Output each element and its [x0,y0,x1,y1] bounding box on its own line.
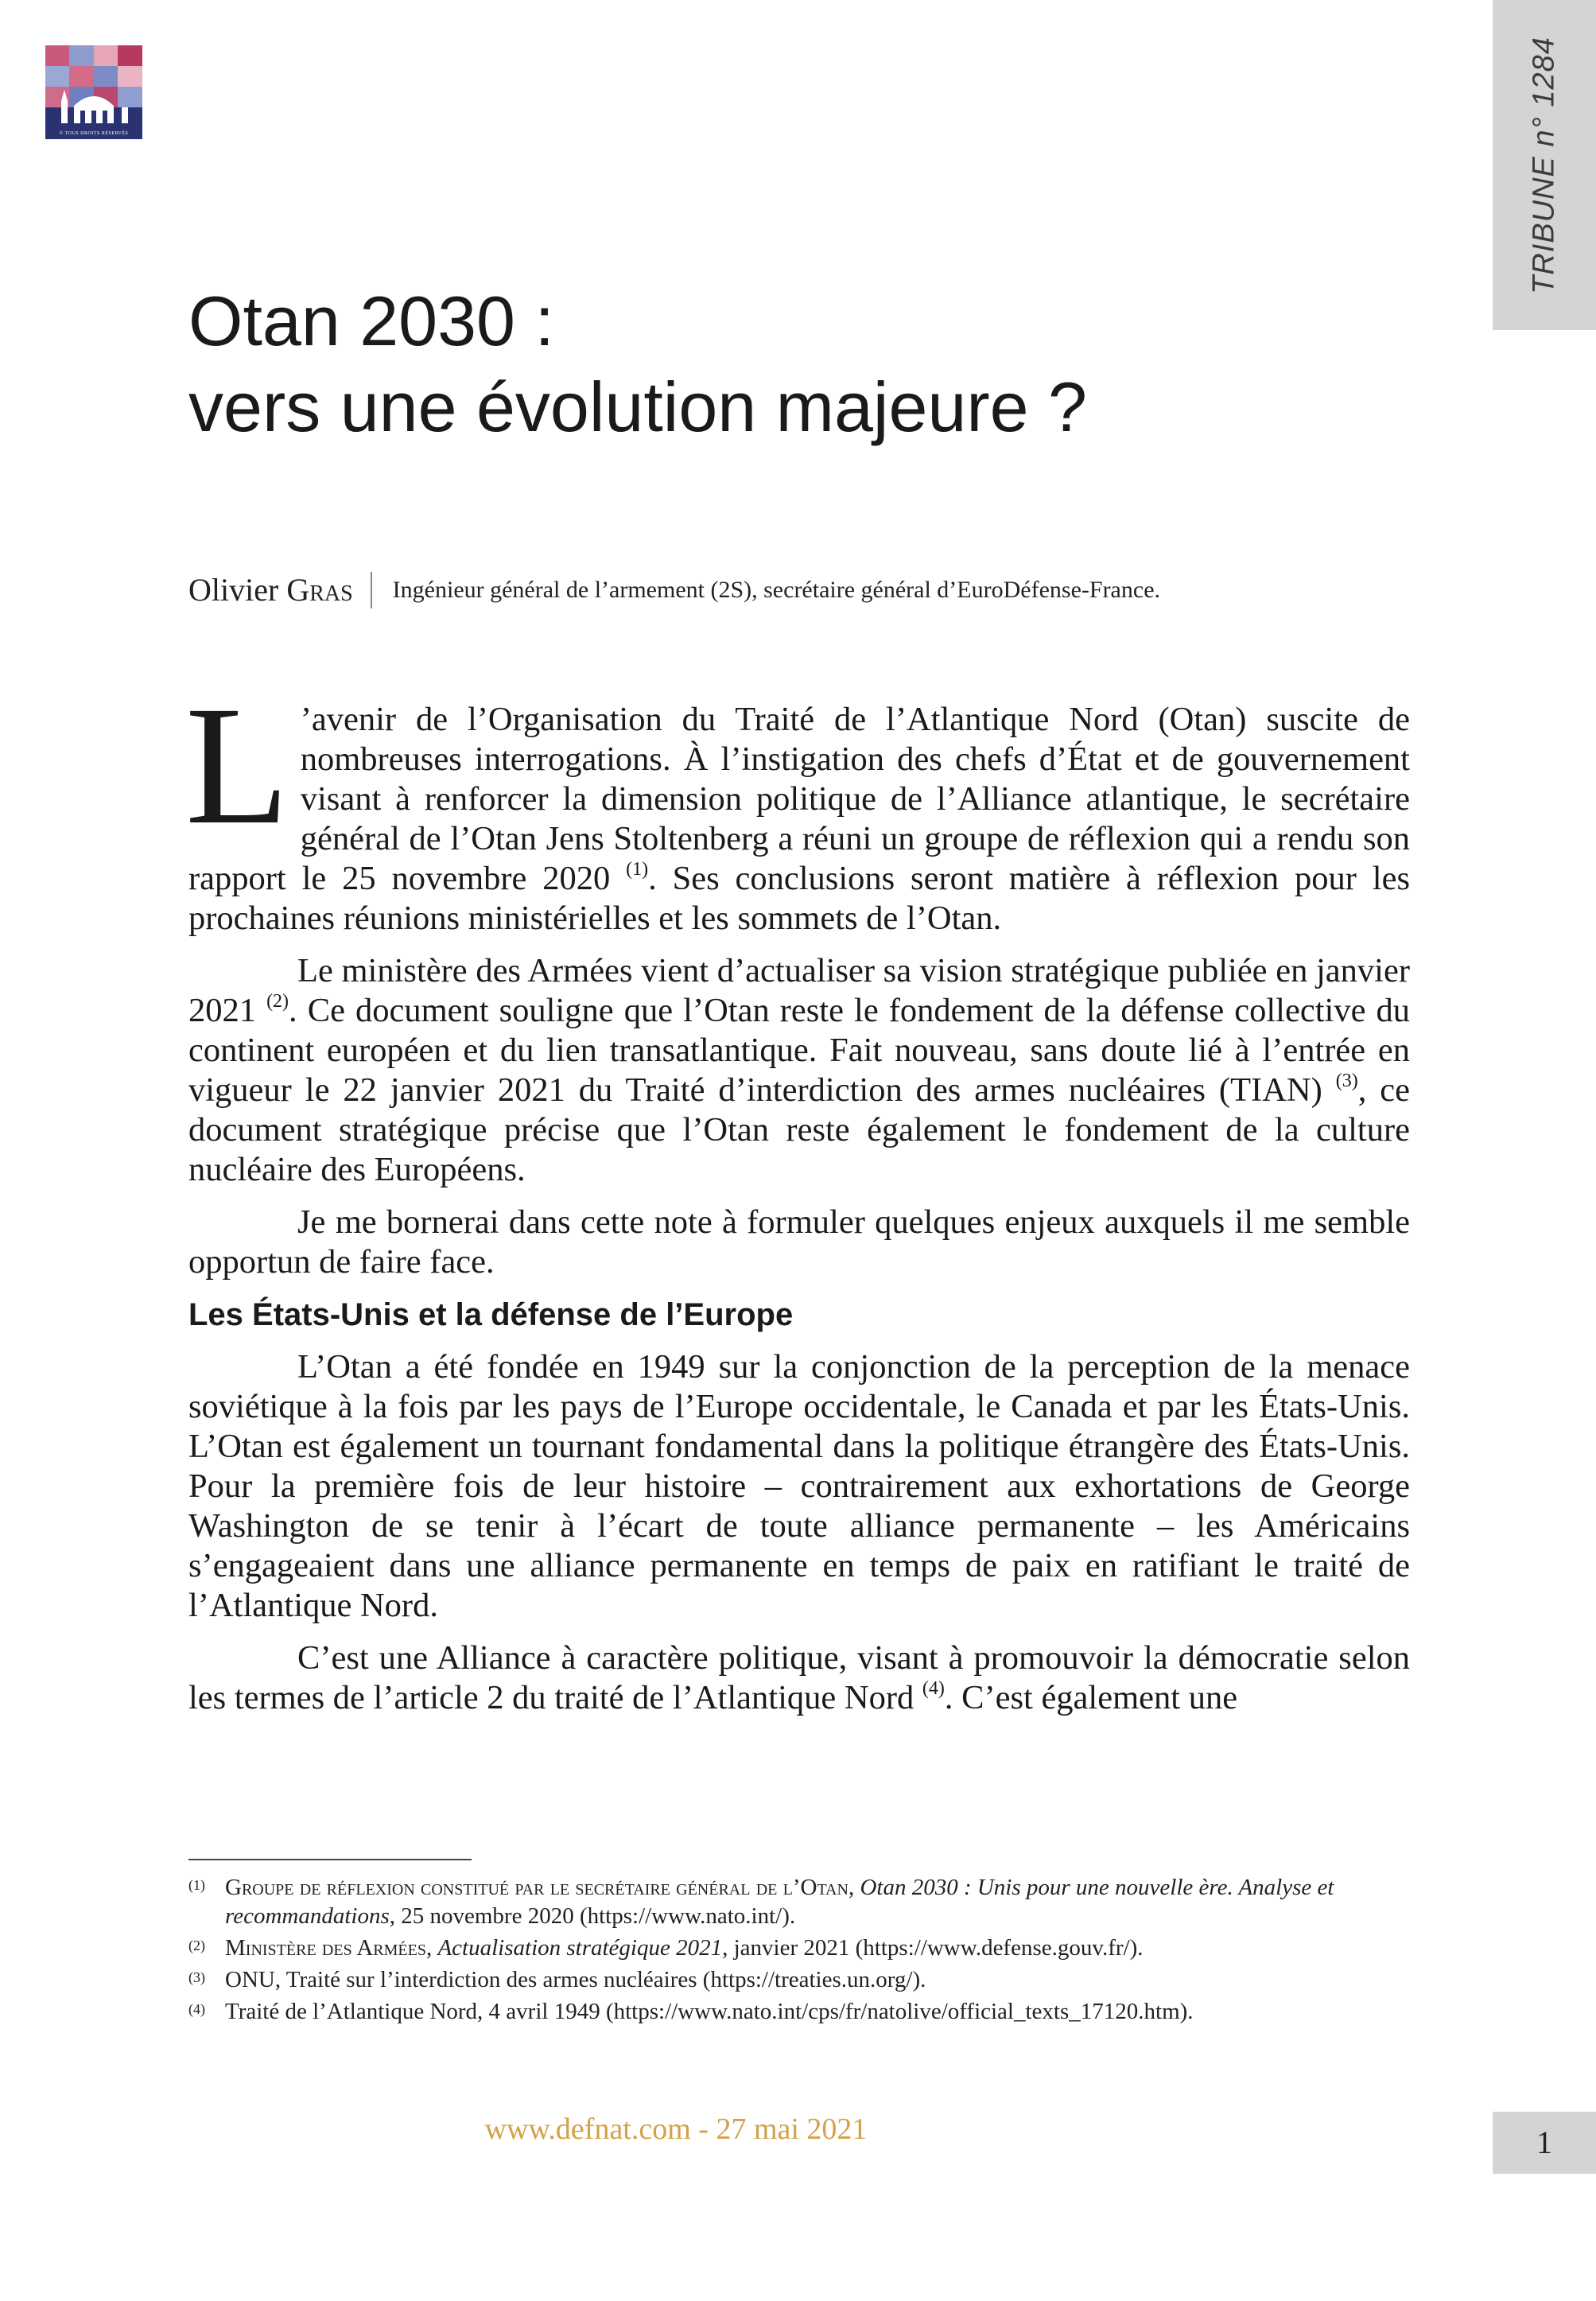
title-line-2: vers une évolution majeure ? [188,367,1087,446]
paragraph-4: L’Otan a été fondée en 1949 sur la conjonction de la perception de la menace soviétique à la fois par les pays de l’Europe occidentale, le Canada et par les États-Unis. L’Otan est également un tournant fondamental dans la politique étrangère des États-Unis. Pour la première fois de leur histoire – contrairement aux exhortations de George Washington de se tenir à l’écart de toute alliance permanente – les Américains s’engageaient dans une alliance permanente en temps de paix en ratifiant le traité de l’Atlantique Nord. [188,1348,1410,1624]
page-number: 1 [1493,2112,1596,2174]
footnote [188,1965,1413,1994]
footnote-text [225,1934,1413,1962]
paragraph-1-text-a: ’avenir de l’Organisation du Traité de l’Atlantique Nord (Otan) suscite de nombreuses interrogations. À l’instigation des chefs d’État et de gouvernement visant à renforcer la dimension politique de l’Alliance atlantique, le secrétaire général de l’Otan Jens Stoltenberg a réuni un groupe de réflexion qui a rendu son rapport le 25 novembre 2020 [188,701,1410,897]
footnote [188,1934,1413,1962]
footnote-divider [188,1859,472,1860]
footnote-title: Otan 2030 : Unis pour une nouvelle ère. Analyse et recommandations [225,1875,1334,1929]
publication-logo [45,45,142,139]
article-body [185,671,1411,1718]
footnote-number: (1) [188,1877,205,1893]
paragraph-2-text-c: , ce document stratégique précise que l’Otan reste également le fondement de la culture nucléaire des Européens. [188,1071,1411,1188]
author-divider [371,572,372,608]
footnote-text: Traité de l’Atlantique Nord, 4 avril 1949 (https://www.nato.int/cps/fr/natolive/official_texts_17120.htm). [225,1999,1194,2024]
paragraph-3: Je me bornerai dans cette note à formuler quelques enjeux auxquels il me semble opportun de faire face. [188,1203,1410,1281]
footnote-title: Actualisation stratégique 2021 [437,1935,723,1961]
author-first-name: Olivier [188,572,279,608]
footer-website-date[interactable]: www.defnat.com - 27 mai 2021 [484,2112,868,2146]
footnote-separator: , [425,1935,438,1961]
logo-mosaic-icon [45,45,142,128]
tribune-number: TRIBUNE n° 1284 [1527,36,1561,294]
author-last-name: Gras [286,572,353,608]
drop-cap: L [185,671,289,860]
footnote-ref-1[interactable]: (1) [626,859,649,880]
footnote-text: ONU, Traité sur l’interdiction des armes nucléaires (https://treaties.un.org/). [225,1967,926,1992]
paragraph-2 [188,951,1410,1190]
section-heading: Les États-Unis et la défense de l’Europe [188,1297,794,1332]
author-byline [188,571,1413,608]
paragraph-2-text-b: . Ce document souligne que l’Otan reste le fondement de la défense collective du continent européen et du lien transatlantique. Fait nouveau, sans doute lié à l’entrée en vigueur le 22 janvier 2021 du Traité d’interdiction des armes nucléaires (TIAN) [188,992,1410,1109]
footnote-ref-2[interactable]: (2) [266,991,289,1012]
footnote [188,1997,1413,2026]
footnote-source: Ministère des Armées [225,1935,426,1961]
footnotes [188,1873,1413,2029]
author-name [188,571,353,608]
footnote-number: (2) [188,1938,205,1953]
footnote-details: , janvier 2021 (https://www.defense.gouv.fr/). [722,1935,1144,1961]
footnote-separator: , [848,1875,860,1900]
title-line-1: Otan 2030 : [188,282,554,360]
footnote-number: (4) [188,2001,205,2017]
logo-caption: © TOUS DROITS RÉSERVÉS [45,128,142,139]
paragraph-5-text-b: . C’est également une [944,1679,1238,1716]
paragraph-5-text-a: C’est une Alliance à caractère politique, visant à promouvoir la démocratie selon les termes de l’article 2 du traité de l’Atlantique Nord [188,1639,1410,1716]
footnote-number: (3) [188,1969,205,1985]
tribune-side-tab [1493,0,1596,330]
page-title [188,278,1342,450]
footnote-ref-4[interactable]: (4) [922,1678,945,1699]
paragraph-2-text-a: Le ministère des Armées vient d’actualiser sa vision stratégique publiée en janvier 2021 [188,952,1410,1029]
paragraph-5 [188,1638,1410,1718]
footnote-ref-3[interactable]: (3) [1335,1071,1358,1091]
footnote-details: , 25 novembre 2020 (https://www.nato.int/). [389,1903,796,1929]
footnote-text [225,1873,1413,1930]
author-role: Ingénieur général de l’armement (2S), secrétaire général d’EuroDéfense-France. [392,576,1161,603]
footnote-source: Groupe de réflexion constitué par le secrétaire général de l’Otan [225,1875,848,1900]
paragraph-1 [185,671,1410,939]
footnote [188,1873,1413,1930]
paragraph-1-text-b: . Ses conclusions seront matière à réflexion pour les prochaines réunions ministérielles et les sommets de l’Otan. [188,860,1410,937]
